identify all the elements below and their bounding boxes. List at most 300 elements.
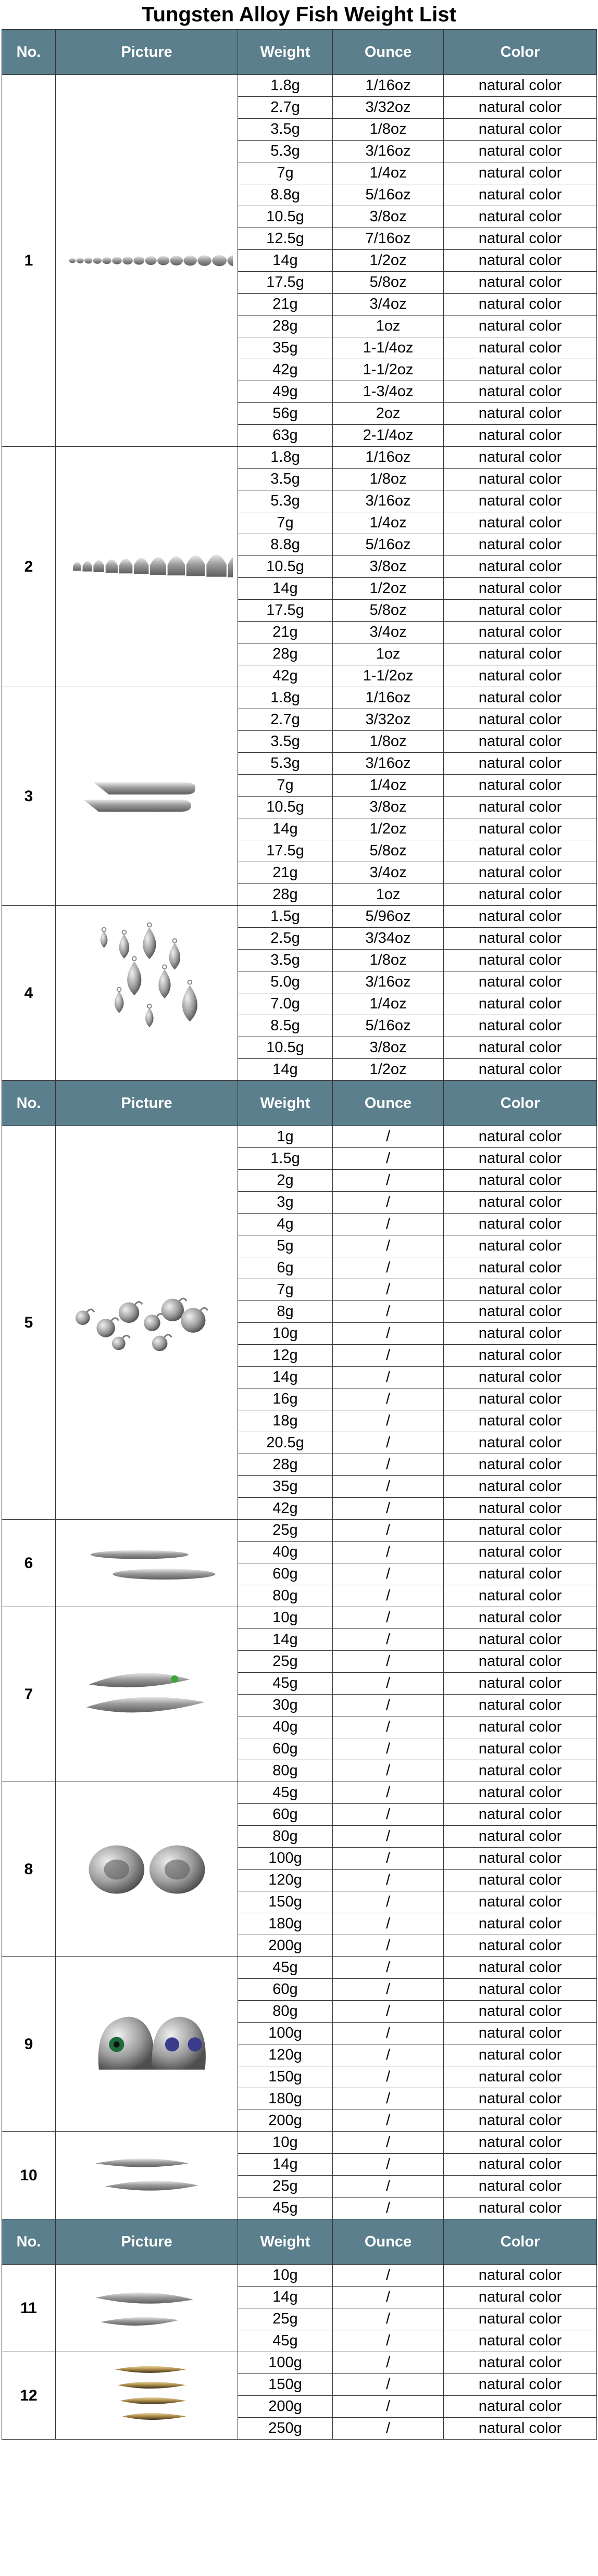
ounce-cell: / (333, 2374, 444, 2396)
ounce-cell: / (333, 2330, 444, 2352)
weight-cell: 80g (238, 1760, 333, 1782)
ounce-cell: 3/4oz (333, 622, 444, 643)
header-no: No. (2, 2219, 56, 2265)
color-cell: natural color (444, 2352, 597, 2374)
ounce-cell: / (333, 1585, 444, 1607)
weight-cell: 12.5g (238, 228, 333, 250)
ounce-cell: / (333, 1301, 444, 1323)
weight-cell: 6g (238, 1257, 333, 1279)
table-row (2, 1782, 597, 1804)
ounce-cell: 3/4oz (333, 862, 444, 884)
jig-heads-picture (56, 1126, 238, 1520)
ounce-cell: / (333, 2001, 444, 2023)
ounce-cell: 1/16oz (333, 75, 444, 97)
color-cell: natural color (444, 971, 597, 993)
weight-cell: 7g (238, 162, 333, 184)
color-cell: natural color (444, 294, 597, 315)
product-number: 3 (2, 687, 56, 906)
weight-cell: 4g (238, 1214, 333, 1235)
weight-cell: 2g (238, 1170, 333, 1192)
weight-cell: 1.5g (238, 906, 333, 928)
color-cell: natural color (444, 687, 597, 709)
minnow-jigs-picture (56, 2265, 238, 2352)
color-cell: natural color (444, 1126, 597, 1148)
ounce-cell: / (333, 1498, 444, 1520)
slim-jigs-picture (56, 1520, 238, 1607)
ounce-cell: 1/8oz (333, 119, 444, 141)
fish-jigs-picture (56, 1607, 238, 1782)
weight-cell: 250g (238, 2418, 333, 2440)
header-picture: Picture (56, 1081, 238, 1126)
color-cell: natural color (444, 1629, 597, 1651)
ounce-cell: 2oz (333, 403, 444, 425)
color-cell: natural color (444, 1563, 597, 1585)
weight-cell: 7g (238, 512, 333, 534)
color-cell: natural color (444, 1367, 597, 1388)
color-cell: natural color (444, 709, 597, 731)
color-cell: natural color (444, 272, 597, 294)
ounce-cell: / (333, 1935, 444, 1957)
ounce-cell: / (333, 2352, 444, 2374)
ounce-cell: 1-1/2oz (333, 359, 444, 381)
header-color: Color (444, 30, 597, 75)
weight-cell: 120g (238, 2044, 333, 2066)
ounce-cell: 5/8oz (333, 600, 444, 622)
ounce-cell: 3/16oz (333, 971, 444, 993)
bullet-weights-large-picture (56, 447, 238, 687)
weight-cell: 45g (238, 2330, 333, 2352)
header-row (2, 1081, 597, 1126)
ounce-cell: 1-1/2oz (333, 665, 444, 687)
ounce-cell: / (333, 1214, 444, 1235)
weight-cell: 10g (238, 2265, 333, 2287)
color-cell: natural color (444, 1979, 597, 2001)
ounce-cell: / (333, 1826, 444, 1848)
product-number: 6 (2, 1520, 56, 1607)
weight-cell: 16g (238, 1388, 333, 1410)
color-cell: natural color (444, 1301, 597, 1323)
color-cell: natural color (444, 753, 597, 775)
weight-cell: 45g (238, 1957, 333, 1979)
weight-cell: 180g (238, 1913, 333, 1935)
header-weight: Weight (238, 30, 333, 75)
ounce-cell: / (333, 1673, 444, 1695)
weight-cell: 40g (238, 1716, 333, 1738)
cylinder-drop-shot-picture (56, 687, 238, 906)
ounce-cell: / (333, 1367, 444, 1388)
weight-cell: 5.3g (238, 141, 333, 162)
ounce-cell: / (333, 1870, 444, 1891)
header-ounce: Ounce (333, 30, 444, 75)
ounce-cell: 1/2oz (333, 818, 444, 840)
color-cell: natural color (444, 1804, 597, 1826)
weight-cell: 3.5g (238, 469, 333, 490)
weight-cell: 10.5g (238, 206, 333, 228)
color-cell: natural color (444, 600, 597, 622)
header-picture: Picture (56, 30, 238, 75)
ounce-cell: 1oz (333, 643, 444, 665)
color-cell: natural color (444, 534, 597, 556)
color-cell: natural color (444, 1585, 597, 1607)
color-cell: natural color (444, 1148, 597, 1170)
weight-cell: 8.8g (238, 184, 333, 206)
ounce-cell: / (333, 2265, 444, 2287)
weight-cell: 120g (238, 1870, 333, 1891)
ounce-cell: / (333, 1913, 444, 1935)
ounce-cell: 1/8oz (333, 731, 444, 753)
weight-cell: 80g (238, 1826, 333, 1848)
table-row (2, 2265, 597, 2287)
ounce-cell: 1/2oz (333, 250, 444, 272)
ounce-cell: / (333, 1979, 444, 2001)
ounce-cell: 1oz (333, 884, 444, 906)
ounce-cell: / (333, 1476, 444, 1498)
ounce-cell: / (333, 1804, 444, 1826)
ounce-cell: 1/2oz (333, 1059, 444, 1081)
color-cell: natural color (444, 2132, 597, 2154)
weight-cell: 10g (238, 1607, 333, 1629)
ounce-cell: / (333, 1388, 444, 1410)
color-cell: natural color (444, 1059, 597, 1081)
ounce-cell: / (333, 2418, 444, 2440)
color-cell: natural color (444, 337, 597, 359)
color-cell: natural color (444, 2396, 597, 2418)
ounce-cell: / (333, 1891, 444, 1913)
weight-cell: 56g (238, 403, 333, 425)
weight-cell: 10.5g (238, 797, 333, 818)
weight-table (2, 29, 597, 2440)
color-cell: natural color (444, 818, 597, 840)
ounce-cell: 5/16oz (333, 184, 444, 206)
header-weight: Weight (238, 1081, 333, 1126)
ounce-cell: 1/16oz (333, 447, 444, 469)
weight-cell: 5.3g (238, 490, 333, 512)
table-row (2, 2132, 597, 2154)
ounce-cell: 1/4oz (333, 512, 444, 534)
weight-cell: 35g (238, 1476, 333, 1498)
ounce-cell: / (333, 1716, 444, 1738)
color-cell: natural color (444, 731, 597, 753)
color-cell: natural color (444, 1323, 597, 1345)
color-cell: natural color (444, 1738, 597, 1760)
weight-cell: 100g (238, 1848, 333, 1870)
weight-cell: 17.5g (238, 272, 333, 294)
weight-cell: 60g (238, 1979, 333, 2001)
header-color: Color (444, 1081, 597, 1126)
color-cell: natural color (444, 2308, 597, 2330)
color-cell: natural color (444, 1454, 597, 1476)
ounce-cell: / (333, 1520, 444, 1542)
ounce-cell: 1/4oz (333, 775, 444, 797)
weight-cell: 10.5g (238, 556, 333, 578)
weight-cell: 2.7g (238, 97, 333, 119)
color-cell: natural color (444, 2044, 597, 2066)
color-cell: natural color (444, 1476, 597, 1498)
weight-cell: 17.5g (238, 840, 333, 862)
ounce-cell: / (333, 1651, 444, 1673)
product-number: 9 (2, 1957, 56, 2132)
weight-cell: 60g (238, 1738, 333, 1760)
color-cell: natural color (444, 1410, 597, 1432)
ounce-cell: 3/8oz (333, 797, 444, 818)
weight-cell: 45g (238, 1782, 333, 1804)
color-cell: natural color (444, 1015, 597, 1037)
weight-cell: 200g (238, 1935, 333, 1957)
color-cell: natural color (444, 1542, 597, 1563)
gold-slow-jigs-picture (56, 2352, 238, 2440)
ounce-cell: / (333, 1738, 444, 1760)
color-cell: natural color (444, 1848, 597, 1870)
round-heads-picture (56, 1782, 238, 1957)
color-cell: natural color (444, 840, 597, 862)
weight-cell: 100g (238, 2023, 333, 2044)
ounce-cell: / (333, 1323, 444, 1345)
ounce-cell: 1oz (333, 315, 444, 337)
ounce-cell: / (333, 1563, 444, 1585)
weight-cell: 14g (238, 578, 333, 600)
weight-cell: 80g (238, 2001, 333, 2023)
weight-cell: 30g (238, 1695, 333, 1716)
color-cell: natural color (444, 141, 597, 162)
ounce-cell: 3/8oz (333, 206, 444, 228)
weight-cell: 7g (238, 775, 333, 797)
weight-cell: 2.5g (238, 928, 333, 950)
weight-cell: 42g (238, 665, 333, 687)
ounce-cell: / (333, 1235, 444, 1257)
ounce-cell: 5/96oz (333, 906, 444, 928)
weight-cell: 28g (238, 315, 333, 337)
color-cell: natural color (444, 228, 597, 250)
ounce-cell: / (333, 1192, 444, 1214)
weight-cell: 12g (238, 1345, 333, 1367)
ounce-cell: / (333, 2308, 444, 2330)
table-row (2, 1607, 597, 1629)
color-cell: natural color (444, 928, 597, 950)
table-row (2, 75, 597, 97)
color-cell: natural color (444, 1826, 597, 1848)
color-cell: natural color (444, 2154, 597, 2176)
ounce-cell: / (333, 2198, 444, 2219)
product-number: 10 (2, 2132, 56, 2219)
color-cell: natural color (444, 1913, 597, 1935)
product-number: 4 (2, 906, 56, 1081)
weight-cell: 3.5g (238, 731, 333, 753)
ounce-cell: / (333, 1760, 444, 1782)
ounce-cell: 3/16oz (333, 753, 444, 775)
ounce-cell: 5/8oz (333, 840, 444, 862)
color-cell: natural color (444, 862, 597, 884)
teardrop-weights-picture (56, 906, 238, 1081)
ounce-cell: / (333, 1782, 444, 1804)
table-row (2, 687, 597, 709)
weight-cell: 17.5g (238, 600, 333, 622)
weight-cell: 5.0g (238, 971, 333, 993)
weight-cell: 1.5g (238, 1148, 333, 1170)
ounce-cell: / (333, 1848, 444, 1870)
color-cell: natural color (444, 2330, 597, 2352)
product-number: 2 (2, 447, 56, 687)
header-no: No. (2, 30, 56, 75)
color-cell: natural color (444, 993, 597, 1015)
color-cell: natural color (444, 1935, 597, 1957)
weight-cell: 63g (238, 425, 333, 447)
ounce-cell: 3/4oz (333, 294, 444, 315)
weight-cell: 8g (238, 1301, 333, 1323)
weight-cell: 14g (238, 818, 333, 840)
weight-cell: 14g (238, 2154, 333, 2176)
ounce-cell: / (333, 2132, 444, 2154)
ounce-cell: / (333, 1410, 444, 1432)
color-cell: natural color (444, 2023, 597, 2044)
weight-cell: 49g (238, 381, 333, 403)
color-cell: natural color (444, 1870, 597, 1891)
weight-cell: 3.5g (238, 950, 333, 971)
product-number: 12 (2, 2352, 56, 2440)
ounce-cell: / (333, 1542, 444, 1563)
color-cell: natural color (444, 490, 597, 512)
weight-cell: 42g (238, 359, 333, 381)
page-title: Tungsten Alloy Fish Weight List (142, 3, 456, 26)
spoon-jigs-picture (56, 2132, 238, 2219)
color-cell: natural color (444, 1279, 597, 1301)
ounce-cell: 3/8oz (333, 1037, 444, 1059)
color-cell: natural color (444, 2110, 597, 2132)
table-row (2, 447, 597, 469)
color-cell: natural color (444, 1037, 597, 1059)
weight-cell: 150g (238, 1891, 333, 1913)
weight-cell: 3.5g (238, 119, 333, 141)
header-no: No. (2, 1081, 56, 1126)
color-cell: natural color (444, 884, 597, 906)
ounce-cell: 3/32oz (333, 709, 444, 731)
ounce-cell: / (333, 1170, 444, 1192)
weight-cell: 45g (238, 1673, 333, 1695)
color-cell: natural color (444, 1345, 597, 1367)
weight-cell: 150g (238, 2066, 333, 2088)
table-row (2, 1957, 597, 1979)
ounce-cell: 5/16oz (333, 1015, 444, 1037)
weight-cell: 1.8g (238, 687, 333, 709)
weight-cell: 40g (238, 1542, 333, 1563)
weight-cell: 3g (238, 1192, 333, 1214)
ounce-cell: / (333, 1432, 444, 1454)
ounce-cell: 1-1/4oz (333, 337, 444, 359)
ounce-cell: 3/16oz (333, 141, 444, 162)
weight-cell: 45g (238, 2198, 333, 2219)
ounce-cell: / (333, 1607, 444, 1629)
weight-cell: 21g (238, 862, 333, 884)
header-weight: Weight (238, 2219, 333, 2265)
color-cell: natural color (444, 2066, 597, 2088)
color-cell: natural color (444, 622, 597, 643)
weight-cell: 10.5g (238, 1037, 333, 1059)
ounce-cell: / (333, 2110, 444, 2132)
ounce-cell: 5/16oz (333, 534, 444, 556)
weight-cell: 8.8g (238, 534, 333, 556)
ounce-cell: / (333, 1279, 444, 1301)
ounce-cell: 1/2oz (333, 578, 444, 600)
weight-cell: 28g (238, 643, 333, 665)
weight-cell: 25g (238, 1651, 333, 1673)
ounce-cell: 3/34oz (333, 928, 444, 950)
ounce-cell: / (333, 2287, 444, 2308)
ounce-cell: 1/16oz (333, 687, 444, 709)
color-cell: natural color (444, 1607, 597, 1629)
weight-cell: 10g (238, 1323, 333, 1345)
ounce-cell: / (333, 1695, 444, 1716)
color-cell: natural color (444, 2287, 597, 2308)
product-number: 5 (2, 1126, 56, 1520)
weight-cell: 21g (238, 294, 333, 315)
weight-cell: 5.3g (238, 753, 333, 775)
product-number: 11 (2, 2265, 56, 2352)
color-cell: natural color (444, 2265, 597, 2287)
weight-cell: 8.5g (238, 1015, 333, 1037)
header-color: Color (444, 2219, 597, 2265)
weight-cell: 28g (238, 1454, 333, 1476)
color-cell: natural color (444, 1782, 597, 1804)
color-cell: natural color (444, 184, 597, 206)
weight-cell: 1.8g (238, 75, 333, 97)
ounce-cell: / (333, 1629, 444, 1651)
ounce-cell: / (333, 2066, 444, 2088)
color-cell: natural color (444, 162, 597, 184)
color-cell: natural color (444, 75, 597, 97)
weight-cell: 5g (238, 1235, 333, 1257)
color-cell: natural color (444, 775, 597, 797)
weight-cell: 150g (238, 2374, 333, 2396)
ounce-cell: / (333, 1957, 444, 1979)
weight-cell: 60g (238, 1563, 333, 1585)
table-row (2, 2352, 597, 2374)
weight-cell: 28g (238, 884, 333, 906)
weight-cell: 1g (238, 1126, 333, 1148)
weight-cell: 100g (238, 2352, 333, 2374)
color-cell: natural color (444, 403, 597, 425)
weight-cell: 20.5g (238, 1432, 333, 1454)
color-cell: natural color (444, 643, 597, 665)
ounce-cell: / (333, 2396, 444, 2418)
ounce-cell: 1/4oz (333, 162, 444, 184)
weight-cell: 25g (238, 2176, 333, 2198)
product-number: 8 (2, 1782, 56, 1957)
color-cell: natural color (444, 797, 597, 818)
bullet-weights-row-picture (56, 75, 238, 447)
color-cell: natural color (444, 1257, 597, 1279)
ounce-cell: / (333, 2088, 444, 2110)
color-cell: natural color (444, 1498, 597, 1520)
color-cell: natural color (444, 2088, 597, 2110)
color-cell: natural color (444, 906, 597, 928)
weight-cell: 18g (238, 1410, 333, 1432)
header-picture: Picture (56, 2219, 238, 2265)
table-row (2, 906, 597, 928)
color-cell: natural color (444, 1673, 597, 1695)
weight-cell: 7.0g (238, 993, 333, 1015)
color-cell: natural color (444, 1170, 597, 1192)
color-cell: natural color (444, 2374, 597, 2396)
ounce-cell: 3/32oz (333, 97, 444, 119)
product-number: 1 (2, 75, 56, 447)
color-cell: natural color (444, 1651, 597, 1673)
ounce-cell: / (333, 1454, 444, 1476)
weight-cell: 1.8g (238, 447, 333, 469)
weight-cell: 21g (238, 622, 333, 643)
ounce-cell: 1/8oz (333, 950, 444, 971)
color-cell: natural color (444, 425, 597, 447)
color-cell: natural color (444, 97, 597, 119)
color-cell: natural color (444, 447, 597, 469)
